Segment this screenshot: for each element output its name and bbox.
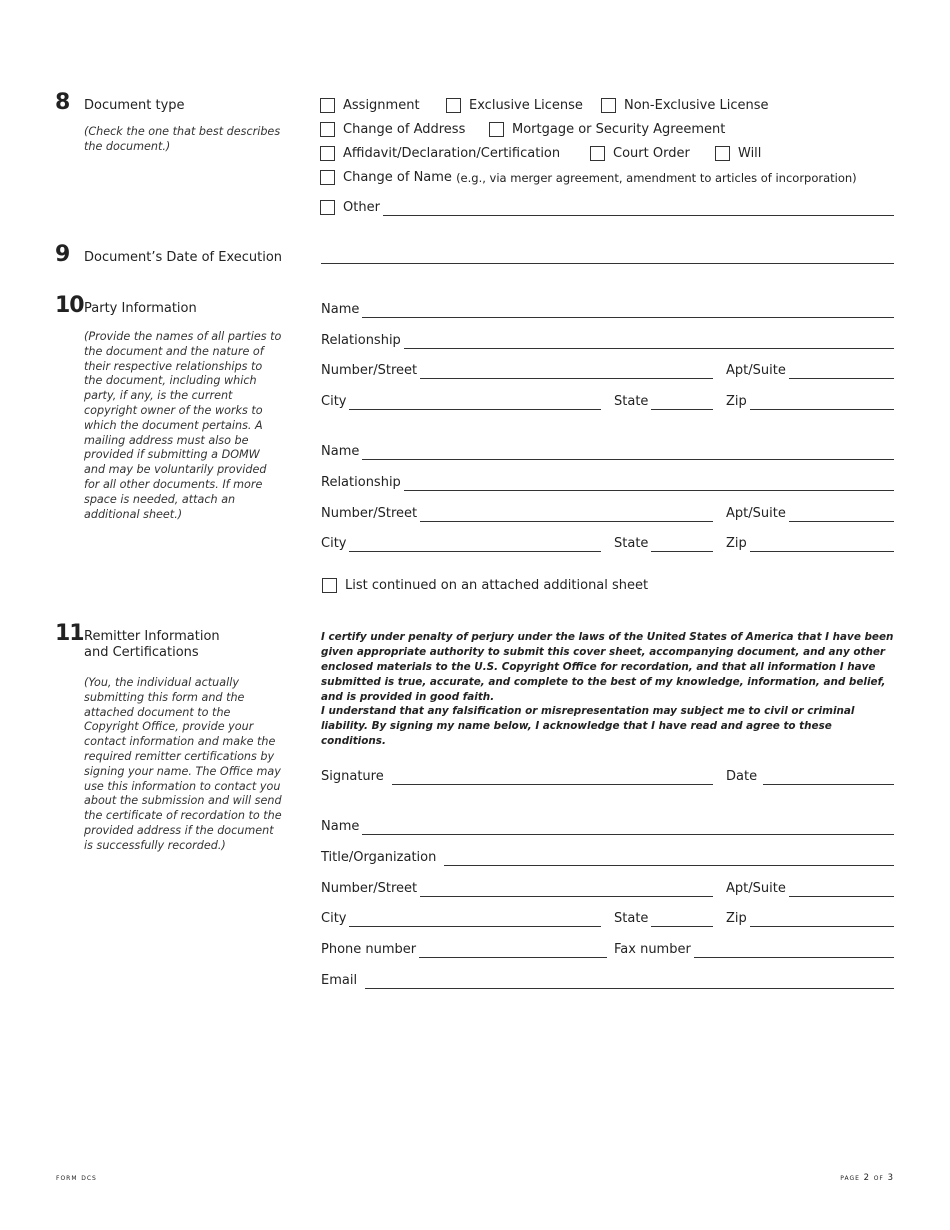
date-of-execution-field[interactable] <box>321 246 894 264</box>
section-title <box>84 629 220 661</box>
checkbox-mortgage[interactable] <box>489 122 725 137</box>
remitter-city-input[interactable] <box>349 914 601 927</box>
remitter-apt-input[interactable] <box>789 884 894 897</box>
field-label: Apt/Suite <box>726 506 786 521</box>
section-title-line: and Certifications <box>84 645 199 660</box>
remitter-name-field[interactable] <box>321 817 894 835</box>
party1-city-input[interactable] <box>349 397 601 410</box>
field-label: Title/Organization <box>321 850 437 865</box>
field-label: City <box>321 394 347 409</box>
checkbox-icon[interactable] <box>715 146 730 161</box>
party1-city-field[interactable] <box>321 392 601 410</box>
title-organization-field[interactable] <box>321 848 894 866</box>
checkbox-icon[interactable] <box>601 98 616 113</box>
checkbox-change-of-address[interactable] <box>320 122 465 137</box>
party2-apt-field[interactable] <box>726 504 894 522</box>
party2-name-field[interactable] <box>321 442 894 460</box>
field-label: Number/Street <box>321 881 418 896</box>
party1-relationship-field[interactable] <box>321 331 894 349</box>
remitter-state-input[interactable] <box>651 914 713 927</box>
field-label: Fax number <box>614 942 691 957</box>
checkbox-icon[interactable] <box>590 146 605 161</box>
checkbox-assignment[interactable] <box>320 98 420 113</box>
checkbox-icon[interactable] <box>320 122 335 137</box>
checkbox-change-of-name[interactable] <box>320 170 857 185</box>
field-label: State <box>614 536 649 551</box>
field-label: Name <box>321 444 360 459</box>
party2-city-field[interactable] <box>321 534 601 552</box>
party1-name-input[interactable] <box>362 305 894 318</box>
field-label: Date <box>726 769 758 784</box>
field-label: Relationship <box>321 333 401 348</box>
section-number: 11 <box>55 621 84 646</box>
checkbox-icon[interactable] <box>320 98 335 113</box>
party1-apt-field[interactable] <box>726 361 894 379</box>
section-note: (Check the one that best describes the document.) <box>84 125 281 153</box>
party1-zip-input[interactable] <box>750 397 894 410</box>
checkbox-icon[interactable] <box>322 578 337 593</box>
form-id: form dcs <box>56 1173 97 1183</box>
certification-text: I certify under penalty of perjury under the laws of the United States of America that I have been given appropriate authority to submit this cover sheet, accompanying document, and any other enclosed materials to the U.S. Copyright Office for recordation, and that all information I have submitted is true, accurate, and complete to the best of my knowledge, information, and belief, and is provided in good faith. <box>321 631 894 703</box>
fax-input[interactable] <box>694 945 894 958</box>
checkbox-will[interactable] <box>715 146 761 161</box>
remitter-zip-input[interactable] <box>750 914 894 927</box>
party2-state-input[interactable] <box>651 539 713 552</box>
date-of-execution-input[interactable] <box>321 251 894 264</box>
section-number: 8 <box>55 90 70 115</box>
field-label: State <box>614 911 649 926</box>
option-label: Change of Name <box>343 170 452 185</box>
phone-field[interactable] <box>321 940 607 958</box>
option-label: Court Order <box>613 146 690 161</box>
checkbox-list-continued[interactable] <box>322 578 648 593</box>
party1-apt-input[interactable] <box>789 366 894 379</box>
remitter-state-field[interactable] <box>614 909 713 927</box>
signature-field[interactable] <box>321 767 713 785</box>
phone-input[interactable] <box>419 945 607 958</box>
option-label: List continued on an attached additional sheet <box>345 578 649 593</box>
email-field[interactable] <box>321 971 894 989</box>
option-label: Change of Address <box>343 122 466 137</box>
date-input[interactable] <box>763 772 894 785</box>
party1-state-field[interactable] <box>614 392 713 410</box>
party2-city-input[interactable] <box>349 539 601 552</box>
checkbox-non-exclusive-license[interactable] <box>601 98 769 113</box>
remitter-name-input[interactable] <box>362 822 894 835</box>
party2-zip-field[interactable] <box>726 534 894 552</box>
option-note: (e.g., via merger agreement, amendment to articles of incorporation) <box>456 170 857 185</box>
field-label: Phone number <box>321 942 417 957</box>
field-label: Name <box>321 302 360 317</box>
option-label: Assignment <box>343 98 420 113</box>
party2-street-field[interactable] <box>321 504 713 522</box>
remitter-apt-field[interactable] <box>726 879 894 897</box>
field-label: Number/Street <box>321 363 418 378</box>
page-number: page 2 of 3 <box>840 1173 894 1183</box>
party2-relationship-input[interactable] <box>404 478 894 491</box>
section-number: 9 <box>55 242 70 267</box>
checkbox-icon[interactable] <box>320 200 335 215</box>
section-note: (Provide the names of all parties to the document and the nature of their respective relationships to the document, including which party, if any, is the current copyright owner of the works to which the document pertains. A mailing address must also be provided if submitting a DOMW and may be voluntarily provided for all other documents. If more space is needed, attach an additional sheet.) <box>84 330 282 521</box>
field-label: Apt/Suite <box>726 881 786 896</box>
checkbox-court-order[interactable] <box>590 146 690 161</box>
party2-apt-input[interactable] <box>789 509 894 522</box>
field-label: Name <box>321 819 360 834</box>
field-label: Number/Street <box>321 506 418 521</box>
checkbox-other[interactable] <box>320 200 343 215</box>
party2-name-input[interactable] <box>362 447 894 460</box>
option-label: Affidavit/Declaration/Certification <box>343 146 561 161</box>
field-label: Email <box>321 973 358 988</box>
field-label: Other <box>343 200 380 215</box>
option-label: Will <box>738 146 762 161</box>
section-title: Document’s Date of Execution <box>84 250 283 265</box>
party2-street-input[interactable] <box>420 509 713 522</box>
section-note: (You, the individual actually submitting this form and the attached document to the Copyright Office, provide your contact information and make the required remitter certifications by signing your name. The Office may use this information to contact you about the submission and will send the certificate of recordation to the provided address if the document is successfully recorded.) <box>84 676 282 852</box>
option-label: Mortgage or Security Agreement <box>512 122 726 137</box>
liability-text: I understand that any falsification or misrepresentation may subject me to civil or criminal liability. By signing my name below, I acknowledge that I have read and agree to these conditions. <box>321 705 855 747</box>
party1-name-field[interactable] <box>321 300 894 318</box>
checkbox-icon[interactable] <box>446 98 461 113</box>
party1-street-field[interactable] <box>321 361 713 379</box>
party1-zip-field[interactable] <box>726 392 894 410</box>
party2-state-field[interactable] <box>614 534 713 552</box>
fax-field[interactable] <box>614 940 894 958</box>
field-label: Zip <box>726 911 747 926</box>
remitter-street-input[interactable] <box>420 884 713 897</box>
title-organization-input[interactable] <box>444 853 894 866</box>
section-number: 10 <box>55 293 84 318</box>
remitter-zip-field[interactable] <box>726 909 894 927</box>
section-title-line: Remitter Information <box>84 629 220 644</box>
remitter-street-field[interactable] <box>321 879 713 897</box>
field-label: City <box>321 911 347 926</box>
remitter-city-field[interactable] <box>321 909 601 927</box>
field-label: Signature <box>321 769 384 784</box>
checkbox-exclusive-license[interactable] <box>446 98 583 113</box>
other-input[interactable] <box>383 203 894 216</box>
signature-input[interactable] <box>392 772 713 785</box>
field-label: Relationship <box>321 475 401 490</box>
field-label: Zip <box>726 536 747 551</box>
checkbox-icon[interactable] <box>320 170 335 185</box>
checkbox-icon[interactable] <box>489 122 504 137</box>
party1-street-input[interactable] <box>420 366 713 379</box>
email-input[interactable] <box>365 976 894 989</box>
party2-zip-input[interactable] <box>750 539 894 552</box>
field-label: Apt/Suite <box>726 363 786 378</box>
option-label: Exclusive License <box>469 98 583 113</box>
party2-relationship-field[interactable] <box>321 473 894 491</box>
checkbox-icon[interactable] <box>320 146 335 161</box>
field-label: City <box>321 536 347 551</box>
checkbox-affidavit[interactable] <box>320 146 560 161</box>
option-label: Non-Exclusive License <box>624 98 769 113</box>
section-title: Document type <box>84 98 185 113</box>
party1-relationship-input[interactable] <box>404 336 894 349</box>
section-title: Party Information <box>84 301 197 316</box>
party1-state-input[interactable] <box>651 397 713 410</box>
field-label: State <box>614 394 649 409</box>
other-field[interactable] <box>343 198 894 216</box>
field-label: Zip <box>726 394 747 409</box>
date-field[interactable] <box>726 767 894 785</box>
